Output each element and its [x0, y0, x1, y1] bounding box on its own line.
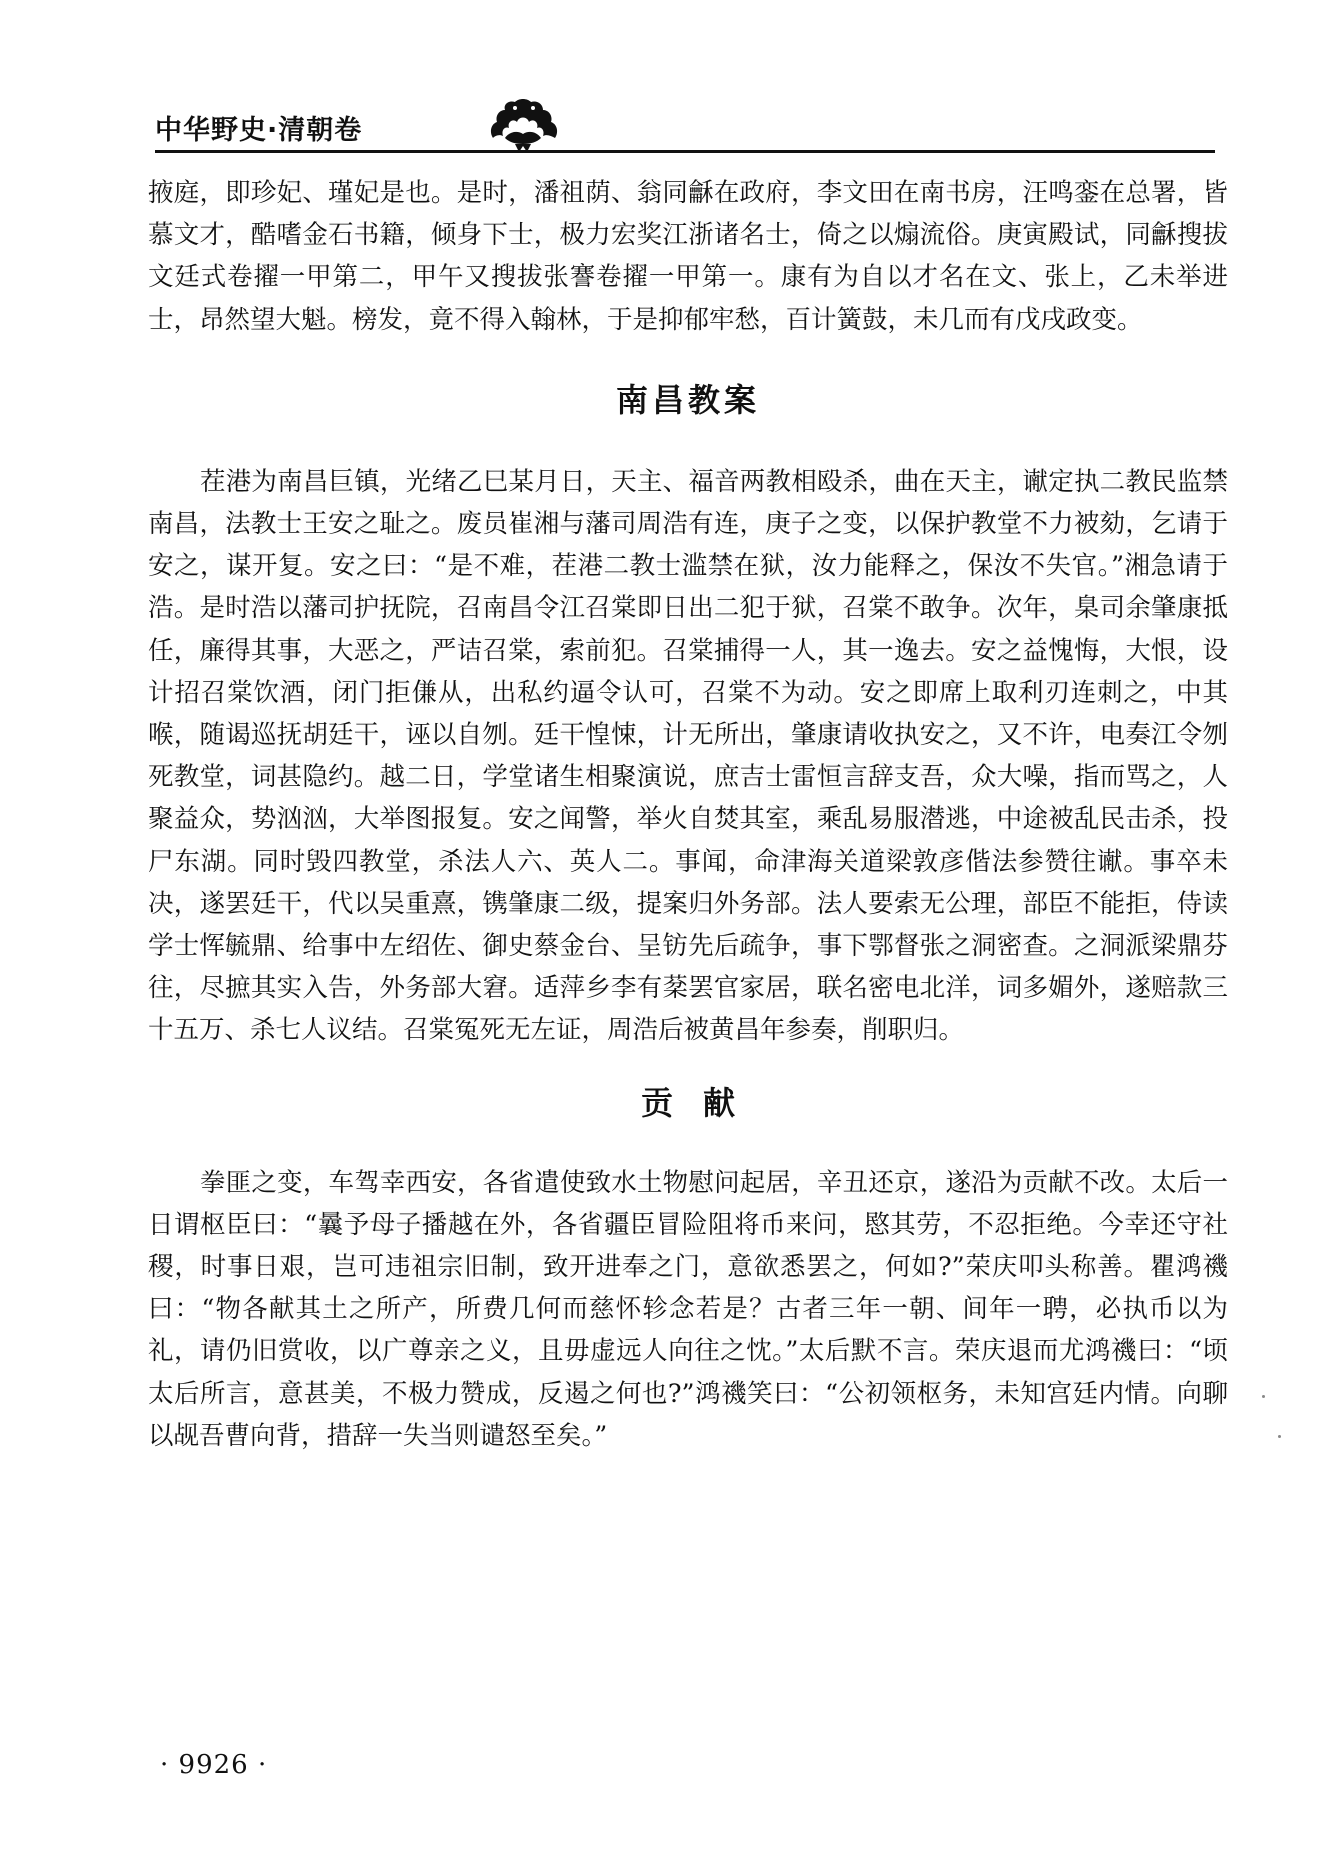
section-title-nanchang-case: 南昌教案 — [615, 380, 760, 419]
page-body — [148, 172, 1228, 1457]
header-rule — [155, 150, 1215, 153]
section-title-tribute: 贡献 — [640, 1083, 765, 1122]
dragon-emblem-icon — [485, 94, 561, 154]
section2-paragraph: 拳匪之变，车驾幸西安，各省遣使致水土物慰问起居，辛丑还京，遂沿为贡献不改。太后一日谓枢臣曰：“曩予母子播越在外，各省疆臣冒险阻将币来问，愍其劳，不忍拒绝。今幸还守社稷，时事日艰，岂可违祖宗旧制，致开进奉之门，意欲悉罢之，何如?”荣庆叩头称善。瞿鸿禨曰：“物各献其土之所产，所费几何而慈怀轸念若是？古者三年一朝、间年一聘，必执币以为礼，请仍旧赏收，以广尊亲之义，且毋虚远人向往之忱。”太后默不言。荣庆退而尤鸿禨曰：“顷太后所言，意甚美，不极力赞成，反遏之何也?”鸿禨笑曰：“公初领枢务，未知宫廷内情。向聊以觇吾曹向背，措辞一失当则谴怒至矣。” — [148, 1167, 1228, 1451]
running-header-title: 中华野史·清朝卷 — [155, 115, 363, 146]
scan-speck — [1278, 1435, 1281, 1438]
scan-speck — [1262, 1395, 1265, 1398]
intro-paragraph: 掖庭，即珍妃、瑾妃是也。是时，潘祖荫、翁同龢在政府，李文田在南书房，汪鸣銮在总署，皆慕文才，酷嗜金石书籍，倾身下士，极力宏奖江浙诸名士，倚之以煽流俗。庚寅殿试，同龢搜拔文廷式卷擢一甲第二，甲午又搜拔张謇卷擢一甲第一。康有为自以才名在文、张上，乙未举进士，昂然望大魁。榜发，竟不得入翰林，于是抑郁牢愁，百计簧鼓，未几而有戊戌政变。 — [148, 178, 1228, 335]
page-number: · 9926 · — [160, 1750, 268, 1780]
running-header — [155, 100, 1215, 160]
section1-paragraph: 茬港为南昌巨镇，光绪乙巳某月日，天主、福音两教相殴杀，曲在天主，谳定执二教民监禁南昌，法教士王安之耻之。废员崔湘与藩司周浩有连，庚子之变，以保护教堂不力被劾，乞请于安之，谋开复。安之曰：“是不难，茬港二教士滥禁在狱，汝力能释之，保汝不失官。”湘急请于浩。是时浩以藩司护抚院，召南昌令江召棠即日出二犯于狱，召棠不敢争。次年，臬司余肇康抵任，廉得其事，大恶之，严诘召棠，索前犯。召棠捕得一人，其一逸去。安之益愧悔，大恨，设计招召棠饮酒，闭门拒傔从，出私约逼令认可，召棠不为动。安之即席上取利刃连刺之，中其喉，随谒巡抚胡廷干，诬以自刎。廷干惶悚，计无所出，肇康请收执安之，又不许，电奏江令刎死教堂，词甚隐约。越二日，学堂诸生相聚演说，庶吉士雷恒言辞支吾，众大噪，指而骂之，人聚益众，势汹汹，大举图报复。安之闻警，举火自焚其室，乘乱易服潜逃，中途被乱民击杀，投尸东湖。同时毁四教堂，杀法人六、英人二。事闻，命津海关道梁敦彦偕法参赞往谳。事卒未决，遂罢廷干，代以吴重熹，镌肇康二级，提案归外务部。法人要索无公理，部臣不能拒，侍读学士恽毓鼎、给事中左绍佐、御史蔡金台、呈钫先后疏争，事下鄂督张之洞密查。之洞派梁鼎芬往，尽摭其实入告，外务部大窘。适萍乡李有棻罢官家居，联名密电北洋，词多媚外，遂赔款三十五万、杀七人议结。召棠冤死无左证，周浩后被黄昌年参奏，削职归。 — [148, 466, 1228, 1046]
